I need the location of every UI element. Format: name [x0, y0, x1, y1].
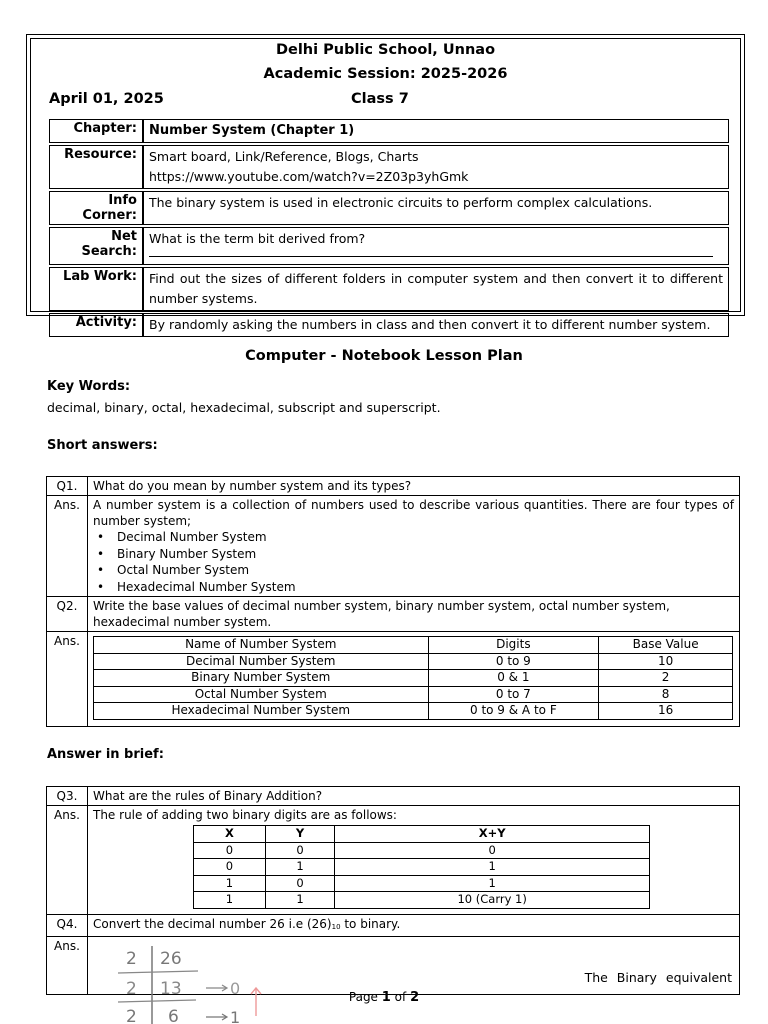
answer-line [149, 249, 713, 257]
net-search-value [143, 227, 729, 265]
table-cell: 0 [194, 842, 266, 859]
q3-answer-text: The rule of adding two binary digits are as follows: [93, 808, 397, 822]
table-header: Base Value [599, 637, 733, 654]
sketch-divisor: 2 [126, 979, 137, 999]
activity-label: Activity: [49, 313, 143, 337]
sketch-dividend: 26 [160, 949, 182, 969]
table-header-row [194, 826, 650, 843]
table-cell: Decimal Number System [94, 653, 429, 670]
net-search-label: Net Search: [49, 227, 143, 265]
page-total: 2 [410, 990, 420, 1005]
sketch-remainder: 0 [230, 979, 241, 998]
table-row [194, 875, 650, 892]
short-answers-heading: Short answers: [47, 438, 158, 453]
q1-answer-text: A number system is a collection of numbers used to describe various quantities. There are four types of number system; [93, 498, 734, 528]
table-cell: Octal Number System [94, 686, 429, 703]
lab-work-value: Find out the sizes of different folders in computer system and then convert it to different number systems. [143, 267, 729, 311]
resource-line: Smart board, Link/Reference, Blogs, Charts [149, 149, 419, 164]
table-cell: 0 [194, 859, 266, 876]
list-item: • Hexadecimal Number System [93, 579, 734, 596]
lab-work-row [49, 267, 729, 311]
table-cell: 10 (Carry 1) [335, 892, 650, 909]
resource-value [143, 145, 729, 189]
table-header: Name of Number System [94, 637, 429, 654]
q2-number: Q2. [47, 597, 88, 632]
q1-question: What do you mean by number system and its types? [88, 477, 740, 496]
q2-row [47, 597, 740, 632]
academic-session: Academic Session: 2025-2026 [263, 66, 508, 82]
table-cell: 0 [265, 842, 335, 859]
net-search-question: What is the term bit derived from? [149, 231, 366, 246]
q2-ans-label: Ans. [47, 632, 88, 727]
sketch-dividend: 6 [168, 1007, 179, 1024]
sketch-divisor: 2 [126, 949, 137, 969]
q4-number: Q4. [47, 914, 88, 936]
table-row [94, 686, 733, 703]
table-row [94, 653, 733, 670]
q3-row [47, 787, 740, 806]
table-cell: 1 [194, 875, 266, 892]
base-values-table [93, 636, 733, 720]
table-header: X+Y [335, 826, 650, 843]
table-cell: 1 [265, 859, 335, 876]
q3-ans-label: Ans. [47, 806, 88, 915]
resource-link[interactable]: https://www.youtube.com/watch?v=2Z03p3yhGmk [149, 169, 469, 184]
q2-question: Write the base values of decimal number system, binary number system, octal number system, hexadecimal number system. [88, 597, 740, 632]
q3-number: Q3. [47, 787, 88, 806]
table-cell: 8 [599, 686, 733, 703]
table-row [194, 892, 650, 909]
table-cell: Binary Number System [94, 670, 429, 687]
table-cell: 0 to 9 & A to F [428, 703, 599, 720]
q1-number: Q1. [47, 477, 88, 496]
header-inner [30, 38, 741, 332]
number-system-types-list [93, 529, 734, 595]
chapter-value: Number System (Chapter 1) [143, 119, 729, 143]
school-name: Delhi Public School, Unnao [275, 42, 496, 58]
class-label: Class 7 [351, 91, 409, 107]
table-cell: 1 [265, 892, 335, 909]
table-header: Y [265, 826, 335, 843]
table-cell: 1 [194, 892, 266, 909]
short-answers-table [46, 476, 740, 727]
table-header: X [194, 826, 266, 843]
header-box [26, 34, 745, 332]
sketch-divisor: 2 [126, 1007, 137, 1024]
table-row [194, 842, 650, 859]
table-cell: 0 & 1 [428, 670, 599, 687]
q3-answer [88, 806, 740, 915]
list-item: • Decimal Number System [93, 529, 734, 546]
q3-answer-row [47, 806, 740, 915]
q4-row [47, 914, 740, 936]
table-cell: 0 [265, 875, 335, 892]
q1-answer [88, 496, 740, 597]
table-row [94, 670, 733, 687]
of-word: of [394, 990, 407, 1004]
info-table [49, 117, 729, 339]
lab-work-label: Lab Work: [49, 267, 143, 311]
answer-in-brief-heading: Answer in brief: [47, 747, 164, 762]
q4-question [88, 914, 740, 936]
sketch-remainder: 1 [230, 1008, 241, 1024]
binary-equivalent-text: The Binary equivalent [584, 969, 732, 985]
table-cell: 16 [599, 703, 733, 720]
q4-question-end: to binary. [340, 916, 401, 931]
page-number: 1 [381, 990, 391, 1005]
q2-answer [88, 632, 740, 727]
binary-addition-table [193, 825, 650, 909]
division-sketch-image [100, 938, 320, 1024]
table-cell: 1 [335, 859, 650, 876]
info-corner-label: Info Corner: [49, 191, 143, 225]
table-cell: Hexadecimal Number System [94, 703, 429, 720]
table-cell: 2 [599, 670, 733, 687]
table-cell: 0 to 9 [428, 653, 599, 670]
list-item: • Binary Number System [93, 546, 734, 563]
table-row [94, 703, 733, 720]
key-words-heading: Key Words: [47, 379, 131, 394]
q1-ans-label: Ans. [47, 496, 88, 597]
table-row [194, 859, 650, 876]
resource-label: Resource: [49, 145, 143, 189]
q1-answer-row [47, 496, 740, 597]
sketch-divider-line [118, 971, 198, 973]
q1-row [47, 477, 740, 496]
lesson-date: April 01, 2025 [49, 91, 164, 107]
page-word: Page [348, 990, 378, 1004]
net-search-row [49, 227, 729, 265]
resource-row [49, 145, 729, 189]
info-corner-value: The binary system is used in electronic circuits to perform complex calculations. [143, 191, 729, 225]
chapter-label: Chapter: [49, 119, 143, 143]
q4-question-text: Convert the decimal number 26 i.e (26) [93, 916, 332, 931]
page-title: Computer - Notebook Lesson Plan [245, 348, 523, 364]
table-cell: 1 [335, 875, 650, 892]
activity-row [49, 313, 729, 337]
q4-ans-label: Ans. [47, 936, 88, 994]
key-words-text: decimal, binary, octal, hexadecimal, subscript and superscript. [47, 400, 441, 415]
table-cell: 0 [335, 842, 650, 859]
info-corner-row [49, 191, 729, 225]
q3-question: What are the rules of Binary Addition? [88, 787, 740, 806]
q2-answer-row [47, 632, 740, 727]
table-header: Digits [428, 637, 599, 654]
table-header-row [94, 637, 733, 654]
q4-subscript: 10 [331, 922, 341, 931]
list-item: • Octal Number System [93, 562, 734, 579]
table-cell: 10 [599, 653, 733, 670]
page-footer [0, 990, 768, 1005]
table-cell: 0 to 7 [428, 686, 599, 703]
activity-value: By randomly asking the numbers in class and then convert it to different number system. [143, 313, 729, 337]
chapter-row [49, 119, 729, 143]
sketch-dividend: 13 [160, 979, 182, 999]
